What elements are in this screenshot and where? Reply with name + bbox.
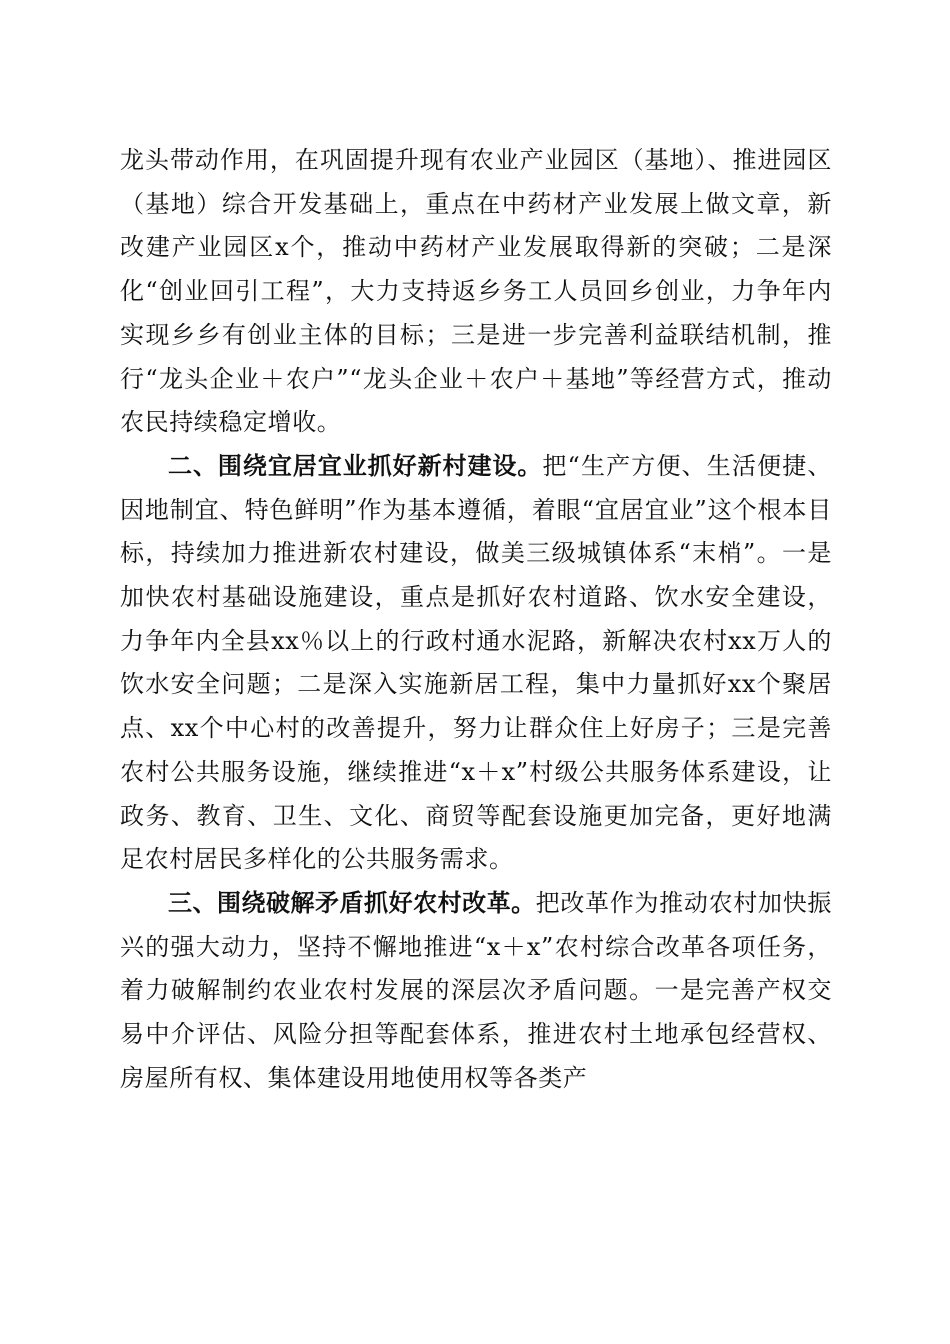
document-body — [120, 139, 832, 1100]
paragraph-continuation — [120, 139, 832, 445]
paragraph-text: 龙头带动作用，在巩固提升现有农业产业园区（基地）、推进园区（基地）综合开发基础上，重点在中药材产业发展上做文章，新改建产业园区x个，推动中药材产业发展取得新的突破；二是深化“创业回引工程”，大力支持返乡务工人员回乡创业，力争年内实现乡乡有创业主体的目标；三是进一步完善利益联结机制，推行“龙头企业＋农户”“龙头企业＋农户＋基地”等经营方式，推动农民持续稳定增收。 — [120, 146, 832, 437]
section-heading: 三、围绕破解矛盾抓好农村改革。 — [168, 888, 536, 917]
paragraph-text: 把“生产方便、生活便捷、因地制宜、特色鲜明”作为基本遵循，着眼“宜居宜业”这个根本目标，持续加力推进新农村建设，做美三级城镇体系“末梢”。一是加快农村基础设施建设，重点是抓好农村道路、饮水安全建设，力争年内全县xx％以上的行政村通水泥路，新解决农村xx万人的饮水安全问题；二是深入实施新居工程，集中力量抓好xx个聚居点、xx个中心村的改善提升，努力让群众住上好房子；三是完善农村公共服务设施，继续推进“x＋x”村级公共服务体系建设，让政务、教育、卫生、文化、商贸等配套设施更加完备，更好地满足农村居民多样化的公共服务需求。 — [120, 451, 833, 874]
section-heading: 二、围绕宜居宜业抓好新村建设。 — [168, 451, 543, 480]
paragraph-section-two — [120, 445, 832, 882]
paragraph-text: 把改革作为推动农村加快振兴的强大动力，坚持不懈地推进“x＋x”农村综合改革各项任务，着力破解制约农业农村发展的深层次矛盾问题。一是完善产权交易中介评估、风险分担等配套体系，推进农村土地承包经营权、房屋所有权、集体建设用地使用权等各类产 — [120, 888, 833, 1092]
paragraph-section-three — [120, 882, 832, 1101]
